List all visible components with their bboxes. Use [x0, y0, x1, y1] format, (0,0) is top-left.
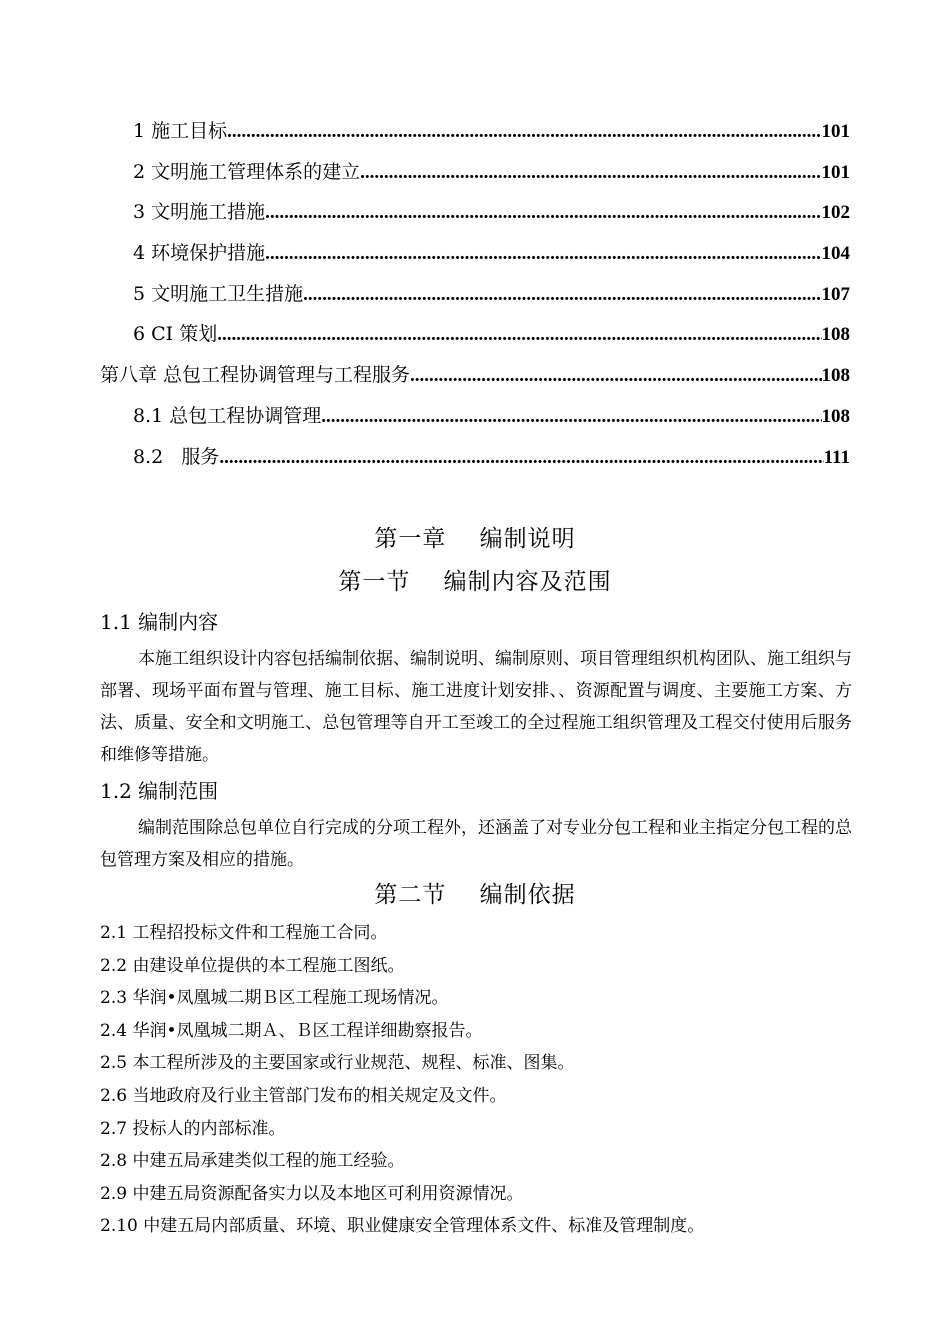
toc-entry-label: 第八章 总包工程协调管理与工程服务 [100, 364, 411, 387]
toc-leader-dots [227, 112, 821, 153]
toc-entry-label: 4 环境保护措施 [133, 242, 266, 265]
toc-entry[interactable] [100, 192, 850, 233]
list-item: 2.8 中建五局承建类似工程的施工经验。 [100, 1151, 405, 1172]
toc-entry-page: 108 [821, 365, 850, 387]
toc-entry[interactable] [100, 111, 850, 152]
toc-entry[interactable] [100, 437, 850, 478]
list-item: 2.3 华润•凤凰城二期Ｂ区工程施工现场情况。 [100, 988, 449, 1009]
toc-leader-dots [265, 193, 821, 234]
toc-leader-dots [321, 397, 821, 438]
section-title: 第二节 编制依据 [374, 882, 576, 908]
toc-entry-page: 101 [821, 121, 850, 142]
chapter-title: 第一章 编制说明 [374, 526, 576, 552]
list-item: 2.4 华润•凤凰城二期Ａ、Ｂ区工程详细勘察报告。 [100, 1020, 483, 1041]
list-item: 2.7 投标人的内部标准。 [100, 1118, 286, 1139]
list-item: 2.10 中建五局内部质量、环境、职业健康安全管理体系文件、标准及管理制度。 [100, 1216, 705, 1237]
toc-leader-dots [303, 275, 821, 316]
list-item: 2.1 工程招投标文件和工程施工合同。 [100, 923, 388, 943]
toc-entry-label: 2 文明施工管理体系的建立 [133, 160, 361, 183]
toc-entry-page: 108 [821, 324, 850, 346]
table-of-contents [100, 111, 850, 477]
toc-entry-label: 5 文明施工卫生措施 [133, 282, 304, 305]
toc-entry[interactable] [100, 396, 850, 437]
toc-entry-label: 6 CI 策划 [133, 323, 218, 346]
toc-entry-page: 111 [823, 446, 850, 468]
toc-leader-dots [410, 356, 821, 397]
basis-list [100, 917, 860, 1243]
toc-entry-chapter[interactable] [100, 355, 850, 396]
list-item: 2.9 中建五局资源配备实力以及本地区可利用资源情况。 [100, 1183, 524, 1204]
list-item: 2.5 本工程所涉及的主要国家或行业规范、规程、标准、图集。 [100, 1053, 575, 1074]
toc-entry-label: 3 文明施工措施 [133, 201, 266, 224]
section-title: 第一节 编制内容及范围 [338, 569, 612, 595]
subsection-heading: 1.2 编制范围 [100, 779, 219, 803]
toc-entry[interactable] [100, 233, 850, 274]
list-item: 2.2 由建设单位提供的本工程施工图纸。 [100, 955, 405, 976]
paragraph: 编制范围除总包单位自行完成的分项工程外，还涵盖了对专业分包工程和业主指定分包工程的总包管理方案及相应的措施。 [100, 818, 852, 870]
toc-entry-label: 1 施工目标 [133, 120, 228, 142]
toc-entry-label: 8.1 总包工程协调管理 [133, 404, 322, 427]
toc-entry-page: 108 [821, 405, 850, 427]
toc-leader-dots [219, 438, 823, 479]
toc-entry-label: 8.2 服务 [133, 445, 220, 468]
toc-entry[interactable] [100, 152, 850, 193]
toc-entry[interactable] [100, 314, 850, 355]
toc-leader-dots [217, 315, 821, 356]
toc-leader-dots [265, 234, 821, 275]
list-item: 2.6 当地政府及行业主管部门发布的相关规定及文件。 [100, 1085, 507, 1106]
toc-entry-page: 107 [821, 283, 850, 305]
subsection-heading: 1.1 编制内容 [100, 610, 219, 634]
toc-entry[interactable] [100, 274, 850, 315]
toc-entry-page: 104 [821, 243, 850, 265]
toc-entry-page: 102 [821, 202, 850, 224]
toc-leader-dots [360, 153, 821, 194]
toc-entry-page: 101 [821, 161, 850, 183]
paragraph: 本施工组织设计内容包括编制依据、编制说明、编制原则、项目管理组织机构团队、施工组织与部署、现场平面布置与管理、施工目标、施工进度计划安排、、资源配置与调度、主要施工方案、方法、质量、安全和文明施工、总包管理等自开工至竣工的全过程施工组织管理及工程交付使用后服务和维修等措施。 [100, 649, 852, 765]
